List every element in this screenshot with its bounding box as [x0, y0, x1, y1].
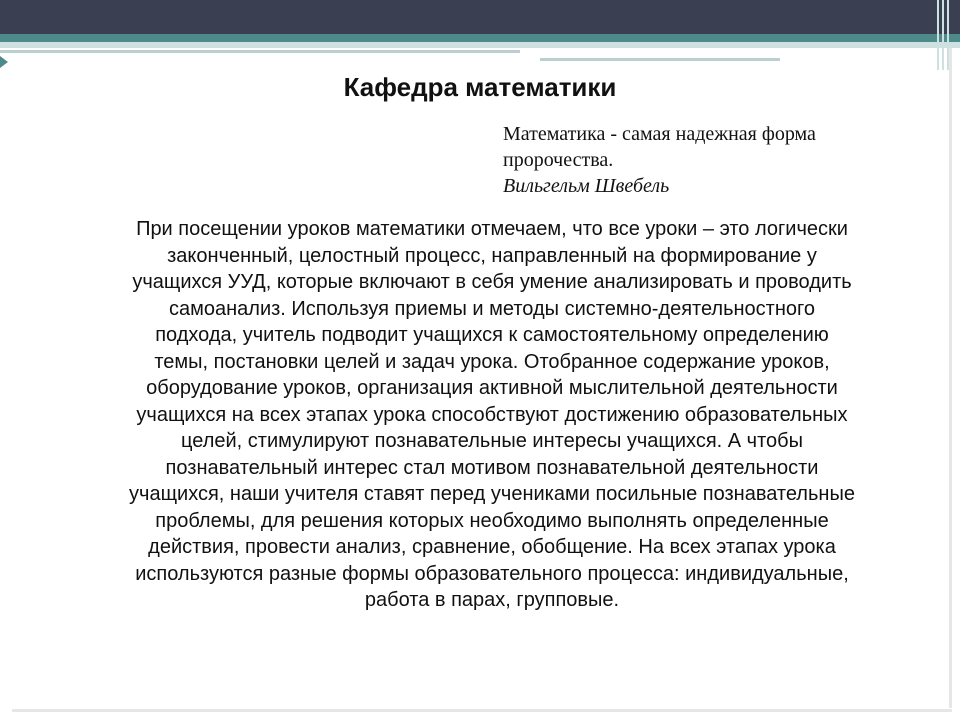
body-line: проблемы, для решения которых необходимо выполнять определенные	[155, 509, 829, 532]
body-line: познавательный интерес стал мотивом познавательной деятельности	[165, 456, 819, 479]
header-vertical-rule-1	[937, 0, 939, 70]
body-line: используются разные формы образовательного процесса: индивидуальные,	[135, 562, 849, 585]
header-dark-bar	[0, 0, 960, 34]
body-line: оборудование уроков, организация активной мыслительной деятельности	[146, 377, 838, 399]
header-light-stripe	[0, 42, 960, 48]
quote-line-1: Математика - самая надежная форма	[503, 123, 816, 145]
epigraph-quote	[503, 121, 943, 199]
body-line: самоанализ. Используя приемы и методы системно-деятельностного	[169, 297, 815, 320]
header-teal-band	[0, 34, 960, 42]
body-line: учащихся, наши учителя ставят перед учениками посильные познавательные	[129, 483, 855, 505]
body-line: работа в парах, групповые.	[364, 589, 620, 611]
body-line: учащихся на всех этапах урока способствуют достижению образовательных	[136, 403, 848, 426]
body-line: При посещении уроков математики отмечаем, что все уроки – это логически	[136, 218, 848, 240]
header-vertical-rule-2	[942, 0, 944, 70]
body-line: действия, провести анализ, сравнение, обобщение. На всех этапах урока	[148, 536, 836, 558]
quote-line-2: пророчества.	[503, 149, 614, 171]
slide-shadow-right	[949, 48, 952, 708]
header-deco-line-right	[540, 58, 780, 61]
slide-title: Кафедра математики	[343, 72, 617, 102]
body-line: учащихся УУД, которые включают в себя умение анализировать и проводить	[132, 271, 852, 293]
chevron-right-icon	[0, 56, 8, 68]
header-deco-line-left	[0, 50, 520, 53]
body-line: темы, постановки целей и задач урока. Отобранное содержание уроков,	[154, 350, 830, 373]
slide-shadow-bottom	[12, 709, 952, 712]
body-line: подхода, учитель подводит учащихся к самостоятельному определению	[155, 324, 829, 346]
body-line: законченный, целостный процесс, направленный на формирование у	[167, 244, 817, 267]
body-paragraph	[52, 216, 932, 614]
body-line: целей, стимулируют познавательные интересы учащихся. А чтобы	[181, 430, 803, 452]
quote-author: Вильгельм Швебель	[503, 175, 670, 197]
